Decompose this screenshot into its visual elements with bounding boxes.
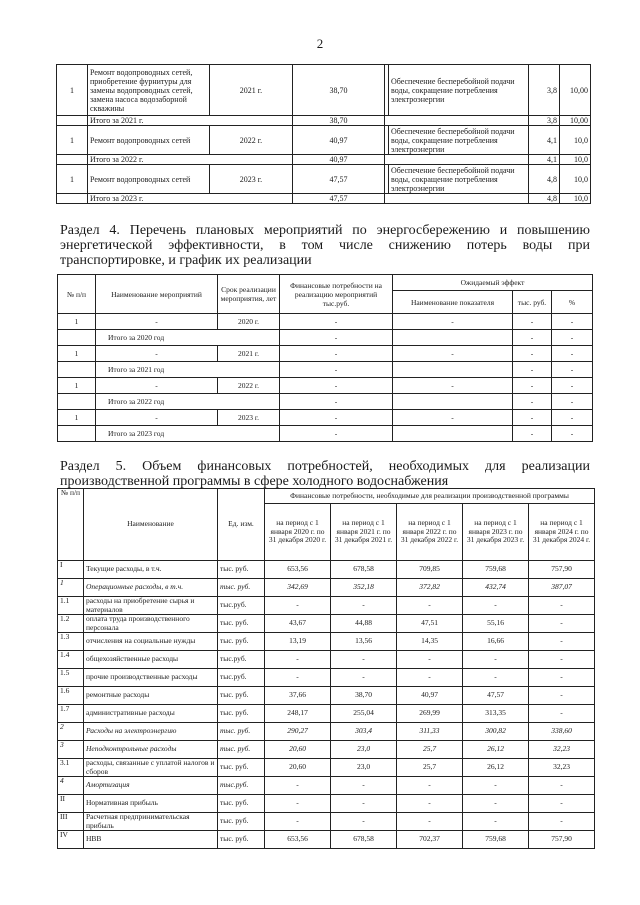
empty-cell bbox=[58, 426, 96, 442]
measure-name: - bbox=[96, 410, 218, 426]
table-row bbox=[58, 378, 593, 394]
col-header-n: № п/п bbox=[58, 275, 96, 314]
value-cell: - bbox=[463, 777, 529, 795]
row-number: IV bbox=[58, 831, 84, 849]
thousand-cell: - bbox=[513, 330, 552, 346]
table-row bbox=[58, 759, 595, 777]
effect-b-cell: 10,0 bbox=[560, 126, 591, 155]
row-number: 1 bbox=[57, 165, 88, 194]
value-cell: - bbox=[397, 813, 463, 831]
percent-cell: - bbox=[552, 394, 593, 410]
unit-cell: тыс. руб. bbox=[218, 705, 265, 723]
financial-needs-table bbox=[57, 488, 595, 849]
value-cell: 16,66 bbox=[463, 633, 529, 651]
value-cell: 709,85 bbox=[397, 561, 463, 579]
col-header-indicator: Наименование показателя bbox=[393, 291, 513, 314]
item-name: Операционные расходы, в т.ч. bbox=[84, 579, 218, 597]
value-cell: 248,17 bbox=[265, 705, 331, 723]
total-label: Итого за 2021 г. bbox=[88, 116, 293, 126]
year-cell: 2021 г. bbox=[210, 65, 293, 116]
effect-a-cell: 3,8 bbox=[529, 116, 560, 126]
thousand-cell: - bbox=[513, 314, 552, 330]
value-cell: - bbox=[529, 813, 595, 831]
value-cell: - bbox=[529, 633, 595, 651]
measure-name: - bbox=[96, 314, 218, 330]
empty-cell bbox=[393, 394, 513, 410]
effect-b-cell: 10,0 bbox=[560, 194, 591, 204]
percent-cell: - bbox=[552, 362, 593, 378]
cost-cell: 38,70 bbox=[293, 116, 385, 126]
value-cell: 23,0 bbox=[331, 741, 397, 759]
col-header-name: Наименование bbox=[84, 489, 218, 561]
value-cell: - bbox=[265, 669, 331, 687]
value-cell: 432,74 bbox=[463, 579, 529, 597]
empty-cell bbox=[57, 194, 88, 204]
value-cell: - bbox=[529, 597, 595, 615]
cost-cell: 40,97 bbox=[293, 126, 385, 155]
row-number: 1.1 bbox=[58, 597, 84, 615]
indicator-cell: - bbox=[393, 378, 513, 394]
item-name: расходы, связанные с уплатой налогов и сборов bbox=[84, 759, 218, 777]
row-number: 4 bbox=[58, 777, 84, 795]
value-cell: 44,88 bbox=[331, 615, 397, 633]
cost-cell: 40,97 bbox=[293, 155, 385, 165]
value-cell: 13,56 bbox=[331, 633, 397, 651]
section-4-heading: Раздел 4. Перечень плановых мероприятий по энергосбережению и повышению энергетической эффективности, в том числе снижению потерь воды при транспортировке, и график их реализации bbox=[60, 223, 590, 268]
row-number: 1 bbox=[58, 378, 96, 394]
table-row bbox=[58, 795, 595, 813]
table-row bbox=[58, 410, 593, 426]
thousand-cell: - bbox=[513, 394, 552, 410]
cost-cell: 47,57 bbox=[293, 194, 385, 204]
row-number: 1.7 bbox=[58, 705, 84, 723]
table-row bbox=[58, 705, 595, 723]
value-cell: - bbox=[265, 597, 331, 615]
value-cell: - bbox=[529, 615, 595, 633]
work-name: Ремонт водопроводных сетей bbox=[88, 126, 210, 155]
item-name: Нормативная прибыль bbox=[84, 795, 218, 813]
unit-cell: тыс. руб. bbox=[218, 813, 265, 831]
total-row bbox=[58, 426, 593, 442]
value-cell: 290,27 bbox=[265, 723, 331, 741]
value-cell: 387,07 bbox=[529, 579, 595, 597]
work-name: Ремонт водопроводных сетей bbox=[88, 165, 210, 194]
col-header-period-2020: на период с 1 января 2020 г. по 31 декабря 2020 г. bbox=[265, 504, 331, 561]
col-header-percent: % bbox=[552, 291, 593, 314]
term-cell: 2023 г. bbox=[218, 410, 280, 426]
table-row bbox=[58, 831, 595, 849]
total-label: Итого за 2021 год bbox=[96, 362, 280, 378]
indicator-cell: - bbox=[393, 314, 513, 330]
value-cell: 32,23 bbox=[529, 759, 595, 777]
value-cell: 38,70 bbox=[331, 687, 397, 705]
finance-cell: - bbox=[280, 346, 393, 362]
percent-cell: - bbox=[552, 378, 593, 394]
finance-cell: - bbox=[280, 362, 393, 378]
empty-cell bbox=[58, 330, 96, 346]
value-cell: 313,35 bbox=[463, 705, 529, 723]
empty-cell bbox=[385, 116, 529, 126]
effect-b-cell: 10,0 bbox=[560, 155, 591, 165]
percent-cell: - bbox=[552, 330, 593, 346]
table-row bbox=[58, 314, 593, 330]
value-cell: 26,12 bbox=[463, 759, 529, 777]
value-cell: - bbox=[529, 669, 595, 687]
finance-cell: - bbox=[280, 378, 393, 394]
value-cell: 20,60 bbox=[265, 741, 331, 759]
col-header-finance: Финансовые потребности на реализацию мероприятий тыс.руб. bbox=[280, 275, 393, 314]
value-cell: 40,97 bbox=[397, 687, 463, 705]
col-header-group: Финансовые потребности, необходимые для реализации производственной программы bbox=[265, 489, 595, 504]
empty-cell bbox=[57, 116, 88, 126]
percent-cell: - bbox=[552, 410, 593, 426]
value-cell: - bbox=[529, 687, 595, 705]
value-cell: - bbox=[265, 813, 331, 831]
unit-cell: тыс. руб. bbox=[218, 759, 265, 777]
table-row bbox=[58, 741, 595, 759]
value-cell: 25,7 bbox=[397, 759, 463, 777]
item-name: расходы на приобретение сырья и материалов bbox=[84, 597, 218, 615]
value-cell: 37,66 bbox=[265, 687, 331, 705]
thousand-cell: - bbox=[513, 362, 552, 378]
value-cell: 702,37 bbox=[397, 831, 463, 849]
col-header-name: Наименование мероприятий bbox=[96, 275, 218, 314]
value-cell: 20,60 bbox=[265, 759, 331, 777]
table-row bbox=[58, 597, 595, 615]
value-cell: 55,16 bbox=[463, 615, 529, 633]
col-header-n: № п/п bbox=[58, 489, 84, 561]
value-cell: 32,23 bbox=[529, 741, 595, 759]
unit-cell: тыс. руб. bbox=[218, 741, 265, 759]
total-label: Итого за 2023 год bbox=[96, 426, 280, 442]
thousand-cell: - bbox=[513, 346, 552, 362]
item-name: Амортизация bbox=[84, 777, 218, 795]
repair-works-table bbox=[56, 64, 591, 204]
value-cell: 372,82 bbox=[397, 579, 463, 597]
item-name: Текущие расходы, в т.ч. bbox=[84, 561, 218, 579]
effect-a-cell: 4,1 bbox=[529, 155, 560, 165]
finance-cell: - bbox=[280, 410, 393, 426]
value-cell: - bbox=[463, 669, 529, 687]
row-number: 1 bbox=[57, 65, 88, 116]
row-number: 1 bbox=[58, 579, 84, 597]
cost-cell: 38,70 bbox=[293, 65, 385, 116]
value-cell: - bbox=[463, 813, 529, 831]
value-cell: - bbox=[397, 669, 463, 687]
finance-cell: - bbox=[280, 426, 393, 442]
table-row bbox=[57, 65, 591, 116]
value-cell: 255,04 bbox=[331, 705, 397, 723]
row-number: 2 bbox=[58, 723, 84, 741]
col-header-period-2021: на период с 1 января 2021 г. по 31 декабря 2021 г. bbox=[331, 504, 397, 561]
value-cell: 43,67 bbox=[265, 615, 331, 633]
value-cell: - bbox=[265, 795, 331, 813]
unit-cell: тыс. руб. bbox=[218, 579, 265, 597]
percent-cell: - bbox=[552, 346, 593, 362]
unit-cell: тыс. руб. bbox=[218, 723, 265, 741]
item-name: ремонтные расходы bbox=[84, 687, 218, 705]
total-label: Итого за 2022 год bbox=[96, 394, 280, 410]
year-cell: 2022 г. bbox=[210, 126, 293, 155]
value-cell: 759,68 bbox=[463, 561, 529, 579]
finance-cell: - bbox=[280, 330, 393, 346]
effect-b-cell: 10,00 bbox=[560, 116, 591, 126]
table-row bbox=[58, 687, 595, 705]
term-cell: 2021 г. bbox=[218, 346, 280, 362]
col-header-term: Срок реализации мероприятия, лет bbox=[218, 275, 280, 314]
row-number: II bbox=[58, 795, 84, 813]
empty-cell bbox=[58, 362, 96, 378]
table-row bbox=[58, 651, 595, 669]
value-cell: - bbox=[265, 777, 331, 795]
table-row bbox=[58, 346, 593, 362]
total-row bbox=[57, 194, 591, 204]
col-header-effect: Ожидаемый эффект bbox=[393, 275, 593, 291]
total-row bbox=[57, 116, 591, 126]
cost-cell: 47,57 bbox=[293, 165, 385, 194]
empty-cell bbox=[393, 330, 513, 346]
value-cell: - bbox=[265, 651, 331, 669]
value-cell: - bbox=[397, 597, 463, 615]
value-cell: 338,60 bbox=[529, 723, 595, 741]
value-cell: - bbox=[331, 669, 397, 687]
value-cell: - bbox=[331, 597, 397, 615]
thousand-cell: - bbox=[513, 410, 552, 426]
section-5-heading: Раздел 5. Объем финансовых потребностей, необходимых для реализации производственной программы в сфере холодного водоснабжения bbox=[60, 459, 590, 489]
thousand-cell: - bbox=[513, 426, 552, 442]
table-row bbox=[58, 561, 595, 579]
total-row bbox=[58, 394, 593, 410]
effect-a-cell: 4,8 bbox=[529, 194, 560, 204]
value-cell: - bbox=[463, 651, 529, 669]
value-cell: - bbox=[397, 777, 463, 795]
table-row bbox=[58, 633, 595, 651]
total-row bbox=[58, 362, 593, 378]
row-number: 3.1 bbox=[58, 759, 84, 777]
value-cell: 759,68 bbox=[463, 831, 529, 849]
value-cell: 653,56 bbox=[265, 561, 331, 579]
value-cell: 47,57 bbox=[463, 687, 529, 705]
table-row bbox=[58, 669, 595, 687]
effect-a-cell: 4,1 bbox=[529, 126, 560, 155]
effect-description: Обеспечение бесперебойной подачи воды, сокращение потребления электроэнергии bbox=[389, 126, 529, 155]
row-number: III bbox=[58, 813, 84, 831]
table-row bbox=[58, 777, 595, 795]
table-row bbox=[58, 723, 595, 741]
indicator-cell: - bbox=[393, 410, 513, 426]
measure-name: - bbox=[96, 378, 218, 394]
item-name: Расходы на электроэнергию bbox=[84, 723, 218, 741]
item-name: отчисления на социальные нужды bbox=[84, 633, 218, 651]
measure-name: - bbox=[96, 346, 218, 362]
item-name: Расчетная предпринимательская прибыль bbox=[84, 813, 218, 831]
table-row bbox=[57, 126, 591, 155]
row-number: 1.4 bbox=[58, 651, 84, 669]
empty-cell bbox=[58, 394, 96, 410]
table-row bbox=[57, 165, 591, 194]
total-row bbox=[58, 330, 593, 346]
unit-cell: тыс. руб. bbox=[218, 795, 265, 813]
effect-a-cell: 4,8 bbox=[529, 165, 560, 194]
value-cell: 653,56 bbox=[265, 831, 331, 849]
row-number: 3 bbox=[58, 741, 84, 759]
value-cell: 352,18 bbox=[331, 579, 397, 597]
row-number: 1 bbox=[58, 314, 96, 330]
col-header-thousand: тыс. руб. bbox=[513, 291, 552, 314]
value-cell: 342,69 bbox=[265, 579, 331, 597]
unit-cell: тыс.руб. bbox=[218, 651, 265, 669]
effect-b-cell: 10,00 bbox=[560, 65, 591, 116]
empty-cell bbox=[385, 155, 529, 165]
effect-a-cell: 3,8 bbox=[529, 65, 560, 116]
col-header-period-2023: на период с 1 января 2023 г. по 31 декабря 2023 г. bbox=[463, 504, 529, 561]
item-name: оплата труда производственного персонала bbox=[84, 615, 218, 633]
effect-description: Обеспечение бесперебойной подачи воды, сокращение потребления электроэнергии bbox=[389, 165, 529, 194]
value-cell: 25,7 bbox=[397, 741, 463, 759]
total-row bbox=[57, 155, 591, 165]
unit-cell: тыс. руб. bbox=[218, 831, 265, 849]
value-cell: - bbox=[331, 813, 397, 831]
item-name: административные расходы bbox=[84, 705, 218, 723]
thousand-cell: - bbox=[513, 378, 552, 394]
value-cell: - bbox=[397, 651, 463, 669]
year-cell: 2023 г. bbox=[210, 165, 293, 194]
indicator-cell: - bbox=[393, 346, 513, 362]
unit-cell: тыс. руб. bbox=[218, 615, 265, 633]
value-cell: - bbox=[331, 651, 397, 669]
value-cell: 303,4 bbox=[331, 723, 397, 741]
value-cell: 678,58 bbox=[331, 561, 397, 579]
percent-cell: - bbox=[552, 426, 593, 442]
value-cell: 26,12 bbox=[463, 741, 529, 759]
value-cell: - bbox=[397, 795, 463, 813]
total-label: Итого за 2023 г. bbox=[88, 194, 293, 204]
value-cell: - bbox=[463, 795, 529, 813]
empty-cell bbox=[57, 155, 88, 165]
row-number: 1.3 bbox=[58, 633, 84, 651]
value-cell: 47,51 bbox=[397, 615, 463, 633]
work-name: Ремонт водопроводных сетей, приобретение фурнитуры для замены водопроводных сетей, замена насоса водозаборной скважины bbox=[88, 65, 210, 116]
effect-description: Обеспечение бесперебойной подачи воды, сокращение потребления электроэнергии bbox=[389, 65, 529, 116]
value-cell: - bbox=[331, 795, 397, 813]
table-row bbox=[58, 579, 595, 597]
total-label: Итого за 2022 г. bbox=[88, 155, 293, 165]
term-cell: 2022 г. bbox=[218, 378, 280, 394]
value-cell: 678,58 bbox=[331, 831, 397, 849]
item-name: общехозяйственные расходы bbox=[84, 651, 218, 669]
effect-b-cell: 10,0 bbox=[560, 165, 591, 194]
finance-cell: - bbox=[280, 394, 393, 410]
value-cell: 269,99 bbox=[397, 705, 463, 723]
value-cell: 23,0 bbox=[331, 759, 397, 777]
unit-cell: тыс. руб. bbox=[218, 561, 265, 579]
empty-cell bbox=[393, 362, 513, 378]
unit-cell: тыс.руб. bbox=[218, 777, 265, 795]
col-header-period-2024: на период с 1 января 2024 г. по 31 декабря 2024 г. bbox=[529, 504, 595, 561]
unit-cell: тыс. руб. bbox=[218, 687, 265, 705]
value-cell: 757,90 bbox=[529, 561, 595, 579]
value-cell: - bbox=[529, 795, 595, 813]
value-cell: - bbox=[529, 777, 595, 795]
energy-saving-measures-table bbox=[57, 274, 593, 442]
table-row bbox=[58, 615, 595, 633]
value-cell: - bbox=[529, 705, 595, 723]
value-cell: - bbox=[529, 651, 595, 669]
item-name: Неподконтрольные расходы bbox=[84, 741, 218, 759]
value-cell: - bbox=[331, 777, 397, 795]
row-number: 1 bbox=[58, 410, 96, 426]
unit-cell: тыс.руб. bbox=[218, 597, 265, 615]
value-cell: 13,19 bbox=[265, 633, 331, 651]
term-cell: 2020 г. bbox=[218, 314, 280, 330]
col-header-unit: Ед. изм. bbox=[218, 489, 265, 561]
value-cell: 14,35 bbox=[397, 633, 463, 651]
row-number: 1.2 bbox=[58, 615, 84, 633]
total-label: Итого за 2020 год bbox=[96, 330, 280, 346]
value-cell: - bbox=[463, 597, 529, 615]
row-number: 1.5 bbox=[58, 669, 84, 687]
empty-cell bbox=[393, 426, 513, 442]
empty-cell bbox=[385, 194, 529, 204]
row-number: 1.6 bbox=[58, 687, 84, 705]
col-header-period-2022: на период с 1 января 2022 г. по 31 декабря 2022 г. bbox=[397, 504, 463, 561]
value-cell: 300,82 bbox=[463, 723, 529, 741]
value-cell: 757,90 bbox=[529, 831, 595, 849]
item-name: НВВ bbox=[84, 831, 218, 849]
page-number: 2 bbox=[316, 36, 324, 51]
unit-cell: тыс. руб. bbox=[218, 633, 265, 651]
row-number: 1 bbox=[57, 126, 88, 155]
finance-cell: - bbox=[280, 314, 393, 330]
value-cell: 311,33 bbox=[397, 723, 463, 741]
row-number: I bbox=[58, 561, 84, 579]
item-name: прочие производственные расходы bbox=[84, 669, 218, 687]
percent-cell: - bbox=[552, 314, 593, 330]
table-row bbox=[58, 813, 595, 831]
unit-cell: тыс.руб. bbox=[218, 669, 265, 687]
row-number: 1 bbox=[58, 346, 96, 362]
